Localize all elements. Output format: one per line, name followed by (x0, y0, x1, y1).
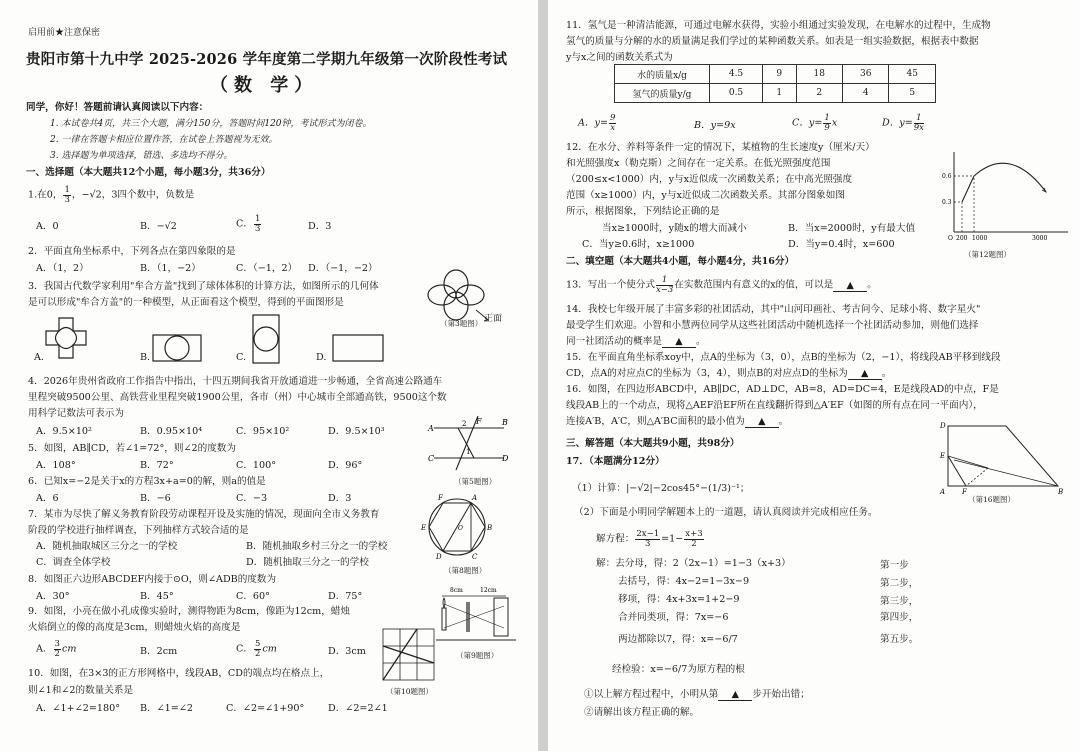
q3-option-b: B. (140, 352, 151, 363)
question-5: 5．如图，AB∥CD，若∠1=72°，则∠2的度数为 (28, 443, 236, 454)
q10-option-b: B．∠1=∠2 (140, 703, 193, 714)
q5-label-b: B (502, 418, 508, 427)
q8-label-e: E (421, 524, 427, 532)
q17-equation: 解方程： $\frac{2x-1}{3}$ =1− $\frac{x+3}{2}$ (596, 529, 703, 549)
question-12-line-4: 范围（x≥1000）内，y与x近似成二次函数关系。其部分图象如图 (566, 190, 845, 201)
q16-answer-blank[interactable]: ▲ (745, 416, 779, 428)
q2-option-c: C．（−1，2） (236, 263, 298, 274)
svg-text:F: F (962, 488, 967, 496)
question-15-line-2: CD，点A的对应点C的坐标为（3，4），则点B的对应点D的坐标为 ▲ 。 (566, 368, 892, 379)
q8-label-o: O (458, 525, 463, 532)
q11-option-a: A．y= $\frac{9}{x}$ (578, 113, 616, 133)
question-12-line-1: 12．在水分、养料等条件一定的情况下，某植物的生长速度y（厘米/天） (566, 142, 875, 153)
q3-option-a-shape (44, 316, 88, 360)
q9-option-b: B．2cm (140, 646, 178, 657)
question-8: 8．如图正六边形ABCDEF内接于⊙O，则∠ADB的度数为 (28, 574, 277, 585)
question-4-line-3: 用科学记数法可表示为 (28, 408, 124, 419)
note-2: 2. 一律在答题卡相应位置作答，在试卷上答题视为无效。 (50, 135, 278, 145)
question-12-line-3: （200≤x<1000）内，y与x近似成一次函数关系；在中高光照强度 (566, 174, 853, 185)
q6-option-d: D．3 (328, 493, 352, 504)
q10-option-c: C．∠2=∠1+90° (226, 703, 305, 714)
q12-option-d: D．当y=0.4时，x=600 (788, 239, 895, 250)
q10-grid-figure (382, 628, 436, 682)
q17-step-2: 去括号，得：4x−2=1−3x−9 (618, 576, 750, 587)
question-11-line-2: 氢气的质量与分解的水的质量满足我们学过的某种函数关系。如表是一组实验数据，根据表中数据 (566, 36, 979, 47)
q8-option-b: B．45° (140, 591, 174, 602)
q11-option-b: B．y=9x (694, 120, 736, 131)
q5-label-c: C (428, 454, 435, 463)
svg-text:O: O (948, 235, 953, 242)
note-1: 1. 本试卷共4页，共三个大题，满分150分，答题时间120钟，考试形式为闭卷。 (50, 119, 372, 129)
q9-pinhole-figure (436, 584, 518, 648)
exam-title: 贵阳市第十九中学 2025-2026 学年度第二学期九年级第一次阶段性考试 (26, 51, 508, 68)
question-14-line-1: 14．我校七年级开展了丰富多彩的社团活动，其中"山河印画社、考古问今、足球小将、数字星火" (566, 304, 981, 315)
q1-option-c: C． $\frac{1}{3}$ (236, 214, 261, 234)
table-cell: 18 (796, 65, 842, 84)
q5-label-f: F (476, 417, 482, 426)
table-cell: 4.5 (710, 65, 763, 84)
q5-label-d: D (502, 454, 509, 463)
confidential-note: 启用前★注意保密 (28, 28, 101, 38)
q3-option-c: C. (236, 352, 247, 363)
left-page (0, 0, 538, 751)
q17-part-2: （2）下面是小明同学解题本上的一道题，请认真阅读并完成相应任务。 (574, 507, 878, 518)
question-11-line-1: 11．氢气是一种清洁能源，可通过电解水获得，实验小组通过实验发现，在电解水的过程中，生成物 (566, 20, 991, 31)
question-12-line-2: 和光照强度x（勒克斯）之间存在一定关系。在低光照强度范围 (566, 158, 831, 169)
table-cell: 5 (889, 84, 936, 103)
q8-label-d: D (436, 553, 442, 561)
q3-front-label: 正面 (484, 314, 503, 324)
question-10-line-1: 10．如图，在3×3的正方形网格中，线段AB，CD的端点均在格点上， (28, 668, 330, 679)
q5-option-d: D．96° (328, 460, 363, 471)
question-16-line-3: 连接A′B，A′C，则△A′BC面积的最小值为 ▲ 。 (566, 416, 789, 427)
q3-figure-caption: （第3题图） (440, 319, 483, 328)
svg-text:D: D (940, 422, 946, 430)
question-12-line-5: 所示，根据图象，下列结论正确的是 (566, 206, 720, 217)
q10-figure-caption: （第10题图） (386, 687, 434, 696)
q5-angle-2: 2 (462, 420, 467, 428)
table-cell: 45 (889, 65, 936, 84)
q8-label-a: A (472, 494, 478, 502)
q6-option-c: C．−3 (236, 493, 268, 504)
question-11-line-3: y与x之间的函数关系式为 (566, 52, 673, 63)
q17-step-label-3: 第三步， (880, 596, 919, 607)
svg-text:1000: 1000 (972, 235, 988, 242)
q3-option-a: A. (34, 352, 44, 363)
svg-text:E: E (940, 452, 946, 460)
q4-option-a: A．9.5×10² (36, 426, 92, 437)
question-4-line-1: 4．2026年贵州省政府工作指告中指出，十四五期间我省开放通道进一步畅通，全省高速公路通车 (28, 376, 443, 387)
q12-graph-figure (940, 150, 1074, 242)
table-row (615, 84, 936, 103)
q17-step-label-4: 第四步， (880, 612, 919, 623)
q17-step-3: 移项，得：4x+3x=1+2−9 (618, 594, 740, 605)
q9-dim-object: 8cm (450, 587, 463, 594)
question-9-line-2: 火焰倒立的像的高度是3cm，则蜡烛火焰的高度是 (28, 622, 241, 633)
svg-text:A: A (940, 488, 946, 496)
q8-label-c: C (472, 553, 478, 561)
note-3: 3. 选择题为单项选择，错选、多选均不得分。 (50, 151, 233, 161)
q5-figure-caption: （第5题图） (454, 477, 497, 486)
q17-task-1-blank[interactable]: ▲ (718, 689, 752, 701)
q3-option-d: D. (316, 352, 327, 363)
table-cell: 1 (763, 84, 796, 103)
section-1-heading: 一、选择题（本大题共12个小题，每小题3分，共36分） (26, 167, 271, 178)
table-cell: 0.5 (710, 84, 763, 103)
q1-option-a: A．0 (36, 221, 59, 232)
q5-option-a: A．108° (36, 460, 76, 471)
question-14-line-2: 最受学生们欢迎。小智和小慧两位同学从这些社团活动中随机选择一个社团活动参加，则他们选择 (566, 320, 979, 331)
q17-step-4: 合并同类项，得：7x=−6 (618, 612, 729, 623)
q8-hexagon-figure (421, 494, 493, 561)
q8-figure-caption: （第8题图） (444, 566, 487, 575)
table-cell: 4 (842, 84, 888, 103)
q17-step-label-5: 第五步。 (880, 634, 919, 645)
question-2: 2．平面直角坐标系中，下列各点在第四象限的是 (28, 246, 236, 257)
table-head-water: 水的质量x/g (615, 65, 710, 84)
q11-option-c: C．y= $\frac{1}{9}$ x (792, 113, 838, 133)
q4-option-c: C．95×10² (236, 426, 290, 437)
q1-option-b: B．−√2 (140, 221, 177, 232)
q17-check: 经检验：x=−6/7为原方程的根 (612, 664, 745, 675)
q9-option-a: A． $\frac{3}{2}$ cm (36, 639, 77, 659)
greeting: 同学，你好！答题前请认真阅读以下内容： (26, 102, 209, 113)
q11-data-table (614, 64, 936, 103)
q12-figure-caption: （第12题图） (964, 250, 1012, 259)
q8-option-d: D．75° (328, 591, 363, 602)
question-14-line-3: 同一社团活动的概率是 ▲ 。 (566, 336, 706, 347)
question-13: 13．写出一个使分式 $\frac{1}{x-3}$ 在实数范围内有意义的x的值，可以是 ▲ 。 (566, 275, 877, 295)
q5-angle-1: 1 (466, 448, 471, 456)
q11-option-d: D．y= $\frac{1}{9x}$ (882, 113, 924, 133)
q5-parallel-lines-figure (428, 414, 508, 476)
question-4-line-2: 里程突破9500公里、高铁营业里程突破1900公里，各市（州）中心城市全部通高铁，9500这个数 (28, 392, 447, 403)
q17-step-1: 解：去分母，得：2（2x−1）=1−3（x+3） (596, 558, 791, 569)
question-16-line-1: 16．如图，在四边形ABCD中，AB∥DC，AD⊥DC，AB=8，AD=DC=4，E是线段AD的中点，F是 (566, 384, 999, 395)
q6-option-a: A．6 (36, 493, 59, 504)
q4-option-d: D．9.5×10³ (328, 426, 385, 437)
q15-answer-blank[interactable]: ▲ (848, 368, 882, 380)
q5-label-a: A (428, 424, 434, 433)
q7-option-b: B．随机抽取乡村三分之一的学校 (246, 541, 388, 552)
q17-step-label-1: 第一步 (880, 560, 909, 571)
q2-option-a: A．（1，2） (36, 263, 89, 274)
table-cell: 36 (842, 65, 888, 84)
q16-figure-caption: （第16题图） (968, 495, 1016, 504)
svg-text:B: B (1058, 488, 1064, 496)
question-17-heading: 17．（本题满分12分） (566, 456, 665, 467)
question-3-line-2: 是可以形成"牟合方盖"的一种模型，从正面看这个模型，得到的平面图形是 (28, 297, 344, 308)
q17-task-2: ②请解出该方程正确的解。 (584, 707, 700, 718)
q2-option-d: D．（−1，−2） (308, 263, 378, 274)
q3-option-d-shape (332, 334, 384, 364)
question-9-line-1: 9．如图，小亮在做小孔成像实验时，测得物距为8cm，像距为12cm，蜡烛 (28, 606, 350, 617)
q7-option-d: D．随机抽取三分之一的学校 (246, 557, 369, 568)
question-7-line-2: 阶段的学校进行抽样调查，下列抽样方式较合适的是 (28, 525, 249, 536)
q9-option-c: C． $\frac{5}{2}$ cm (236, 639, 277, 659)
q10-option-a: A．∠1+∠2=180° (36, 703, 120, 714)
question-1: 1.在0， $\frac{1}{3}$ ，−√2，3四个数中，负数是 (28, 185, 195, 205)
svg-text:200: 200 (956, 235, 968, 242)
q4-option-b: B．0.95×10⁴ (140, 426, 203, 437)
q9-dim-image: 12cm (480, 587, 497, 594)
svg-text:0.6: 0.6 (942, 173, 952, 180)
subject-title: （数 学） (210, 75, 319, 96)
q14-answer-blank[interactable]: ▲ (662, 336, 696, 348)
question-15-line-1: 15．在平面直角坐标系xoy中，点A的坐标为（3，0），点B的坐标为（2，−1），将线段AB平移到线段 (566, 352, 1001, 363)
q17-step-5: 两边都除以7，得：x=−6/7 (618, 634, 738, 645)
q16-quadrilateral-figure (940, 420, 1068, 496)
q3-option-b-shape (152, 334, 202, 364)
q1-option-d: D．3 (308, 221, 332, 232)
q6-option-b: B．−6 (140, 493, 171, 504)
q8-option-a: A．30° (36, 591, 70, 602)
q12-option-c: C．当y≥0.6时，x≥1000 (582, 239, 695, 250)
question-10-line-2: 则∠1和∠2的数量关系是 (28, 685, 134, 696)
section-2-heading: 二、填空题（本大题共4小题，每小题4分，共16分） (566, 256, 795, 267)
q17-part-1: （1）计算：|−√2|−2cos45°−(1/3)⁻¹； (572, 483, 750, 494)
table-cell: 2 (796, 84, 842, 103)
q13-answer-blank[interactable]: ▲ (833, 280, 867, 292)
q9-figure-caption: （第9题图） (456, 651, 499, 660)
q10-option-d: D．∠2=2∠1 (328, 703, 388, 714)
q7-option-c: C．调查全体学校 (36, 557, 111, 568)
question-6: 6．已知x=−2是关于x的方程3x+a=0的解，则a的值是 (28, 476, 266, 487)
q7-option-a: A．随机抽取城区三分之一的学校 (36, 541, 178, 552)
q3-option-c-shape (252, 314, 282, 366)
q2-option-b: B．（1，−2） (140, 263, 201, 274)
svg-text:3000: 3000 (1032, 235, 1048, 242)
right-page (548, 0, 1080, 751)
svg-text:0.3: 0.3 (942, 199, 952, 206)
q9-option-d: D．3cm (328, 646, 366, 657)
q8-label-f: F (438, 494, 443, 502)
section-3-heading: 三、解答题（本大题共9小题，共98分） (566, 438, 740, 449)
table-head-hydrogen: 氢气的质量y/g (615, 84, 710, 103)
question-7-line-1: 7．某市为尽快了解义务教育阶段劳动课程开设及实施的情况，现面向全市义务教育 (28, 509, 380, 520)
q8-option-c: C．60° (236, 591, 270, 602)
question-3-line-1: 3．我国古代数学家利用"牟合方盖"找到了球体体积的计算方法，如图所示的几何体 (28, 281, 379, 292)
q5-option-c: C．100° (236, 460, 277, 471)
question-16-line-2: 线段AB上的一个动点，现将△AEF沿EF所在直线翻折得到△A′EF（如图的所有点在同一平面内）， (566, 400, 983, 411)
q5-option-b: B．72° (140, 460, 174, 471)
q17-task-1: ①以上解方程过程中，小明从第 ▲ 步开始出错； (584, 689, 810, 700)
q12-option-b: B．当x=2000时，y有最大值 (788, 223, 916, 234)
q8-label-b: B (487, 524, 493, 532)
table-row (615, 65, 936, 84)
q12-option-a: 当x≥1000时，y随x的增大而减小 (602, 223, 747, 234)
q17-step-label-2: 第二步， (880, 578, 919, 589)
table-cell: 9 (763, 65, 796, 84)
